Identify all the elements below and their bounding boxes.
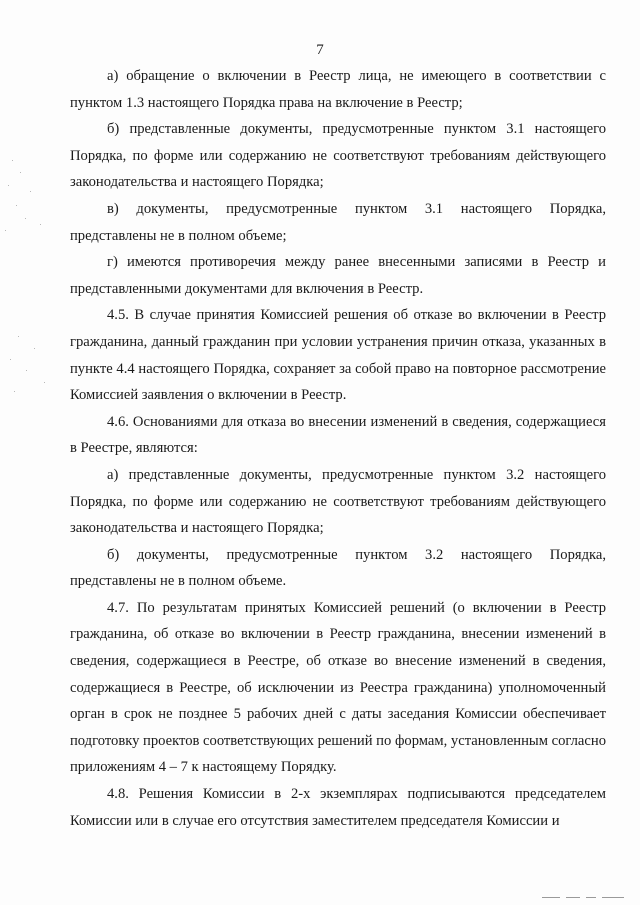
paragraph-4-6: 4.6. Основаниями для отказа во внесении изменений в сведения, содержащиеся в Реестре, являются: [70,413,606,457]
scan-marks-bottom [542,895,632,901]
paragraph-item-a-1: а) обращение о включении в Реестр лица, не имеющего в соответствии с пунктом 1.3 настоящего Порядка права на включение в Реестр; [70,68,606,111]
paragraph-item-b-1: б) представленные документы, предусмотренные пунктом 3.1 настоящего Порядка, по форме или содержанию не соответствуют требованиям действующего законодательства и настоящего Порядка; [70,121,606,191]
page-number: 7 [316,42,324,58]
paragraph-item-b-2: б) документы, предусмотренные пунктом 3.2 настоящего Порядка, представлены не в полном объеме. [70,546,606,590]
paragraph-4-5: 4.5. В случае принятия Комиссией решения об отказе во включении в Реестр гражданина, данный гражданин при условии устранения причин отказа, указанных в пункте 4.4 настоящего Порядка, сохраняет за собой право на повторное рассмотрение Комиссией заявления о включении в Реестр. [70,307,606,404]
paragraph-4-8: 4.8. Решения Комиссии в 2-х экземплярах подписываются председателем Комиссии или в случае его отсутствия заместителем председателя Комиссии и [70,786,606,829]
paragraph-4-7: 4.7. По результатам принятых Комиссией решений (о включении в Реестр гражданина, об отказе во включении в Реестр гражданина, внесении изменений в сведения, содержащиеся в Реестре, об отказе во внесение изменений в сведения, содержащиеся в Реестре, об исключении из Реестра гражданина) уполномоченный орган в срок не позднее 5 рабочих дней с даты заседания Комиссии обеспечивает подготовку проектов соответствующих решений по формам, установленным согласно приложениям 4 – 7 к настоящему Порядку. [70,599,606,776]
scan-noise-left [0,150,60,240]
paragraph-item-g: г) имеются противоречия между ранее внесенными записями в Реестр и представленными документами для включения в Реестр. [70,254,606,297]
paragraph-item-a-2: а) представленные документы, предусмотренные пунктом 3.2 настоящего Порядка, по форме или содержанию не соответствуют требованиям действующего законодательства и настоящего Порядка; [70,466,606,537]
document-body [70,63,606,834]
paragraph-item-v: в) документы, предусмотренные пунктом 3.1 настоящего Порядка, представлены не в полном объеме; [70,200,606,244]
scan-noise-left-2 [0,330,60,400]
